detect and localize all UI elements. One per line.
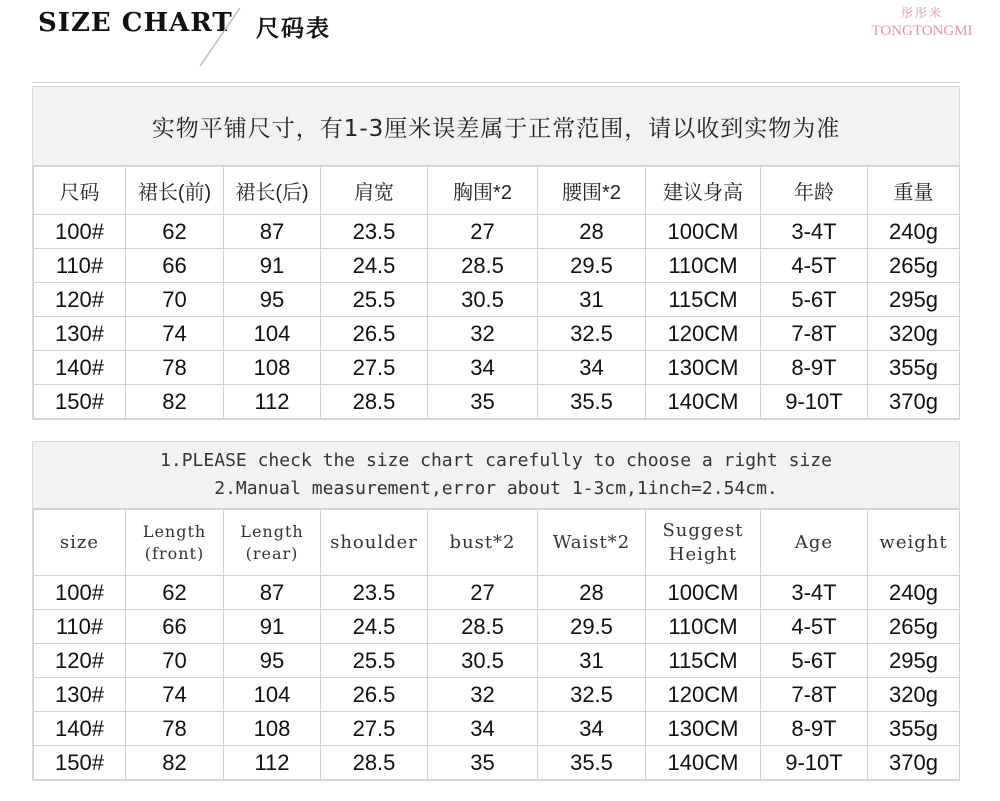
column-header	[761, 510, 868, 576]
column-header-line: bust*2	[449, 531, 516, 553]
table-cell: 32.5	[538, 317, 646, 351]
header-divider	[32, 82, 960, 83]
table-cell: 30.5	[428, 283, 538, 317]
size-grid-english	[33, 509, 960, 780]
table-body	[34, 576, 960, 780]
table-cell: 100#	[34, 576, 126, 610]
table-cell: 355g	[868, 351, 960, 385]
table-cell: 7-8T	[761, 678, 868, 712]
table-cell: 140CM	[646, 385, 761, 419]
header-row	[34, 510, 960, 576]
column-header-line: Height	[668, 543, 738, 565]
table-cell: 23.5	[321, 215, 428, 249]
column-header-line: Age	[794, 531, 834, 553]
column-header: 肩宽	[321, 167, 428, 215]
table-cell: 66	[126, 610, 224, 644]
column-header-line: weight	[879, 531, 948, 553]
column-header: 重量	[868, 167, 960, 215]
size-table-chinese	[32, 86, 960, 420]
divider-slash-icon	[196, 6, 244, 68]
table-cell: 370g	[868, 385, 960, 419]
table-cell: 110#	[34, 610, 126, 644]
column-header: 年龄	[761, 167, 868, 215]
table-row	[34, 215, 960, 249]
column-header: 裙长(后)	[224, 167, 321, 215]
table-cell: 95	[224, 283, 321, 317]
table-cell: 29.5	[538, 249, 646, 283]
table-cell: 28.5	[428, 249, 538, 283]
table-row	[34, 644, 960, 678]
table-cell: 108	[224, 351, 321, 385]
table-cell: 115CM	[646, 644, 761, 678]
column-header-line: Length	[240, 521, 304, 541]
table-cell: 140#	[34, 351, 126, 385]
table-cell: 27.5	[321, 351, 428, 385]
column-header-line: Length	[142, 521, 207, 541]
table-cell: 370g	[868, 746, 960, 780]
table-cell: 26.5	[321, 317, 428, 351]
table-cell: 110#	[34, 249, 126, 283]
table-cell: 35	[428, 746, 538, 780]
table-cell: 26.5	[321, 678, 428, 712]
table-cell: 112	[224, 385, 321, 419]
column-header	[321, 510, 428, 576]
table-row	[34, 576, 960, 610]
table-cell: 27	[428, 215, 538, 249]
table-row	[34, 610, 960, 644]
table-cell: 295g	[868, 283, 960, 317]
notice-line-2: 2.Manual measurement,error about 1-3cm,1inch=2.54cm.	[214, 478, 778, 499]
column-header: 胸围*2	[428, 167, 538, 215]
table-cell: 31	[538, 283, 646, 317]
table-cell: 130#	[34, 678, 126, 712]
table-cell: 295g	[868, 644, 960, 678]
table-cell: 62	[126, 215, 224, 249]
table-cell: 34	[428, 351, 538, 385]
table-cell: 265g	[868, 610, 960, 644]
table-cell: 28.5	[321, 385, 428, 419]
table-cell: 70	[126, 644, 224, 678]
table-cell: 82	[126, 746, 224, 780]
title-chinese: 尺码表	[256, 15, 331, 42]
table-cell: 100CM	[646, 215, 761, 249]
table-cell: 78	[126, 351, 224, 385]
column-header	[646, 510, 761, 576]
table-cell: 112	[224, 746, 321, 780]
table-cell: 91	[224, 610, 321, 644]
table-cell: 29.5	[538, 610, 646, 644]
column-header	[126, 510, 224, 576]
table-cell: 74	[126, 678, 224, 712]
table-cell: 31	[538, 644, 646, 678]
table-cell: 35	[428, 385, 538, 419]
table-row	[34, 678, 960, 712]
column-header	[34, 510, 126, 576]
table-cell: 32	[428, 678, 538, 712]
column-header	[428, 510, 538, 576]
size-grid-chinese	[33, 166, 960, 419]
table-cell: 4-5T	[761, 249, 868, 283]
table-cell: 34	[538, 351, 646, 385]
table-cell: 62	[126, 576, 224, 610]
table-cell: 28.5	[428, 610, 538, 644]
table-row	[34, 351, 960, 385]
title-english: SIZE CHART	[38, 8, 233, 38]
table-row	[34, 746, 960, 780]
table-row	[34, 249, 960, 283]
table-row	[34, 712, 960, 746]
brand-logo	[852, 4, 992, 40]
table-cell: 100CM	[646, 576, 761, 610]
table-cell: 150#	[34, 746, 126, 780]
table-cell: 35.5	[538, 746, 646, 780]
table-cell: 240g	[868, 576, 960, 610]
table-cell: 140CM	[646, 746, 761, 780]
table-cell: 34	[428, 712, 538, 746]
header-row	[34, 167, 960, 215]
table-cell: 120#	[34, 644, 126, 678]
table-cell: 70	[126, 283, 224, 317]
table-cell: 108	[224, 712, 321, 746]
column-header: 腰围*2	[538, 167, 646, 215]
table-cell: 115CM	[646, 283, 761, 317]
table-cell: 320g	[868, 317, 960, 351]
table-cell: 74	[126, 317, 224, 351]
column-header-line: size	[59, 531, 100, 553]
table-cell: 3-4T	[761, 215, 868, 249]
brand-name-english: TONGTONGMI	[871, 23, 973, 39]
table-cell: 104	[224, 678, 321, 712]
column-header-line: shoulder	[330, 531, 418, 553]
table-cell: 110CM	[646, 249, 761, 283]
table-cell: 87	[224, 215, 321, 249]
table-cell: 87	[224, 576, 321, 610]
table-cell: 8-9T	[761, 351, 868, 385]
table-cell: 25.5	[321, 644, 428, 678]
table-cell: 32	[428, 317, 538, 351]
table-cell: 34	[538, 712, 646, 746]
column-header	[868, 510, 960, 576]
page-header	[0, 0, 1000, 70]
table-cell: 265g	[868, 249, 960, 283]
column-header-line: (front)	[144, 543, 205, 563]
table-cell: 3-4T	[761, 576, 868, 610]
column-header	[224, 510, 321, 576]
column-header-line: Suggest	[662, 519, 744, 541]
table-cell: 240g	[868, 215, 960, 249]
column-header: 尺码	[34, 167, 126, 215]
table-cell: 25.5	[321, 283, 428, 317]
size-table-english	[32, 441, 960, 781]
table-cell: 28	[538, 215, 646, 249]
column-header-line: Waist*2	[552, 531, 631, 553]
table-cell: 28.5	[321, 746, 428, 780]
table-cell: 130CM	[646, 351, 761, 385]
table-cell: 120CM	[646, 317, 761, 351]
table-cell: 7-8T	[761, 317, 868, 351]
table-cell: 320g	[868, 678, 960, 712]
table-cell: 130#	[34, 317, 126, 351]
table-cell: 104	[224, 317, 321, 351]
table-cell: 30.5	[428, 644, 538, 678]
table-row	[34, 283, 960, 317]
column-header: 建议身高	[646, 167, 761, 215]
table-cell: 4-5T	[761, 610, 868, 644]
column-header: 裙长(前)	[126, 167, 224, 215]
table-cell: 95	[224, 644, 321, 678]
notice-text-chinese: 实物平铺尺寸，有1-3厘米误差属于正常范围，请以收到实物为准	[151, 115, 841, 142]
table-cell: 8-9T	[761, 712, 868, 746]
table-cell: 140#	[34, 712, 126, 746]
table-cell: 35.5	[538, 385, 646, 419]
notice-line-1: 1.PLEASE check the size chart carefully to choose a right size	[160, 450, 832, 471]
table-cell: 5-6T	[761, 283, 868, 317]
table-row	[34, 385, 960, 419]
notice-banner-english	[33, 442, 959, 509]
table-cell: 100#	[34, 215, 126, 249]
column-header-line: (rear)	[245, 543, 299, 563]
table-cell: 82	[126, 385, 224, 419]
table-cell: 130CM	[646, 712, 761, 746]
table-cell: 120CM	[646, 678, 761, 712]
table-cell: 28	[538, 576, 646, 610]
table-cell: 9-10T	[761, 385, 868, 419]
table-cell: 91	[224, 249, 321, 283]
table-row	[34, 317, 960, 351]
table-cell: 27	[428, 576, 538, 610]
notice-banner-chinese	[33, 87, 959, 166]
table-cell: 9-10T	[761, 746, 868, 780]
table-body	[34, 215, 960, 419]
table-cell: 355g	[868, 712, 960, 746]
table-cell: 24.5	[321, 249, 428, 283]
table-cell: 23.5	[321, 576, 428, 610]
table-cell: 32.5	[538, 678, 646, 712]
table-cell: 110CM	[646, 610, 761, 644]
table-cell: 66	[126, 249, 224, 283]
table-cell: 27.5	[321, 712, 428, 746]
table-cell: 24.5	[321, 610, 428, 644]
table-cell: 120#	[34, 283, 126, 317]
column-header	[538, 510, 646, 576]
table-cell: 150#	[34, 385, 126, 419]
brand-name-chinese: 彤彤米	[900, 6, 943, 20]
table-cell: 78	[126, 712, 224, 746]
table-cell: 5-6T	[761, 644, 868, 678]
